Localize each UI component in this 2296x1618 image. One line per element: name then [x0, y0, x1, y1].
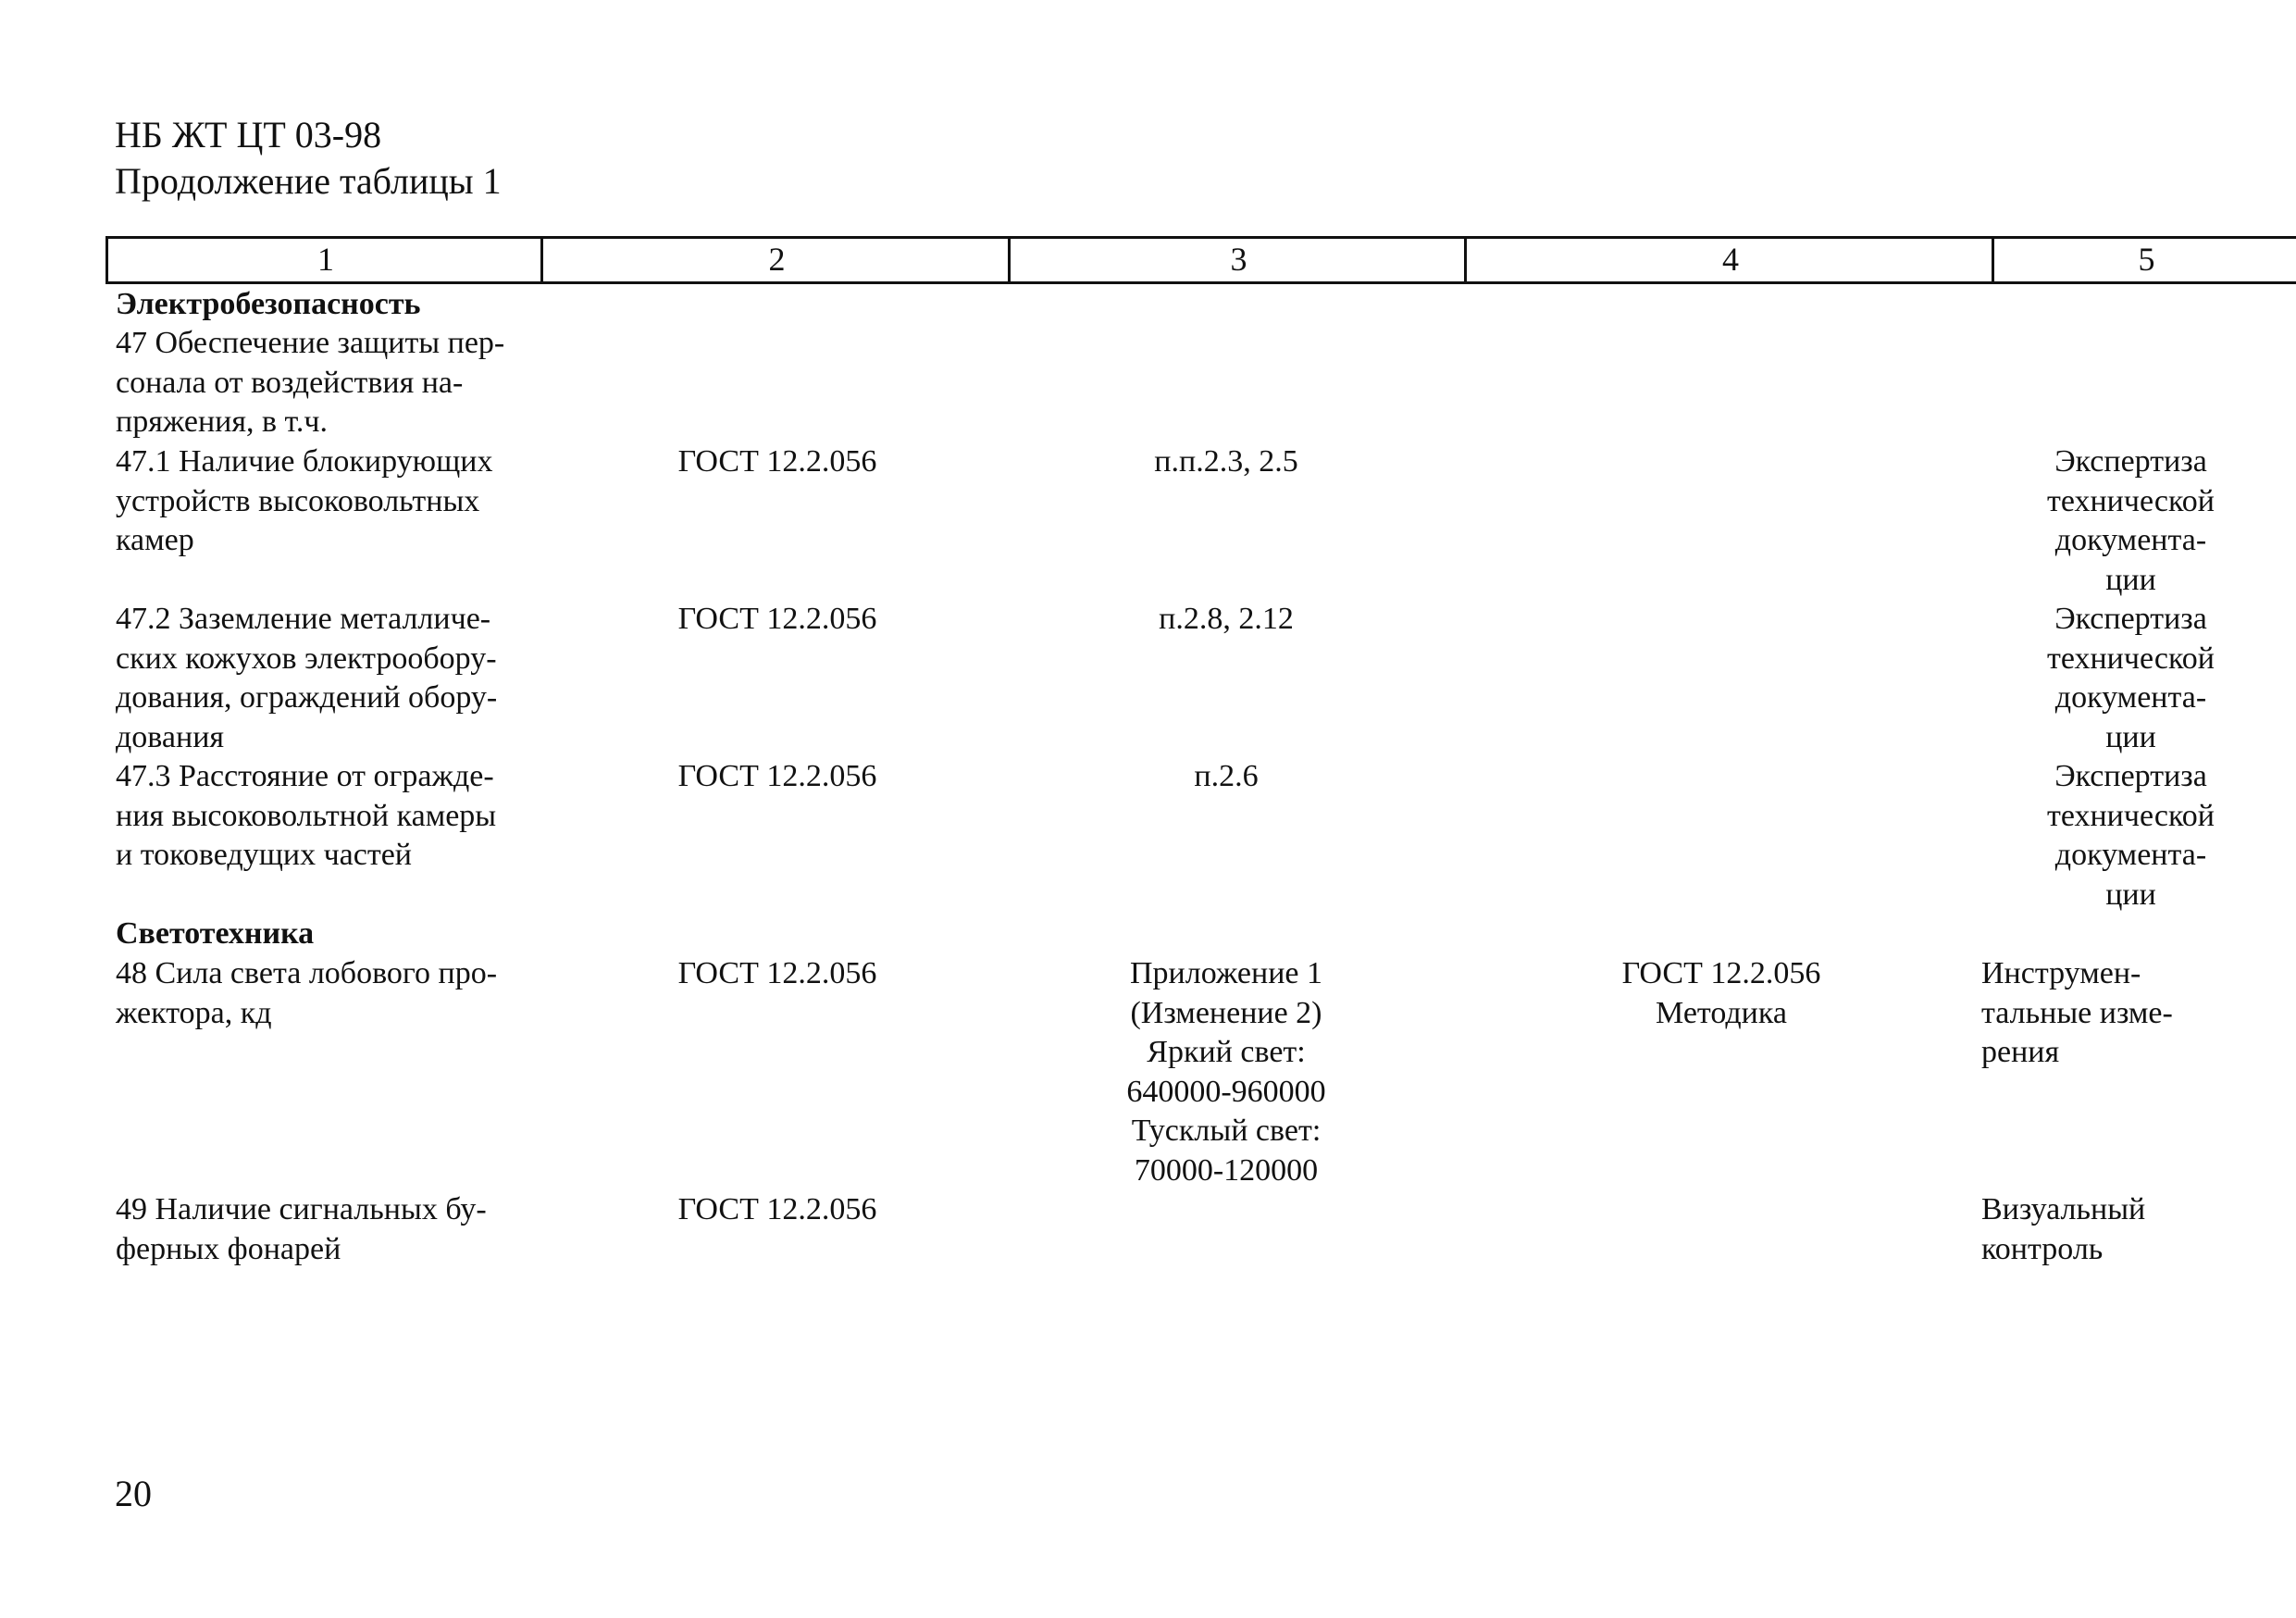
row-47-3-line: ния высоковольтной камеры: [116, 798, 497, 833]
row-47-2-method-line: технической: [2046, 641, 2215, 676]
row-47-1-line: устройств высоковольтных: [116, 483, 480, 518]
row-49-description: [116, 1190, 541, 1269]
column-number-5: 5: [1992, 239, 2296, 281]
row-49-standard: ГОСТ 12.2.056: [677, 1192, 877, 1226]
row-47-2-standard: ГОСТ 12.2.056: [677, 602, 877, 636]
row-48-requirement: [1018, 954, 1434, 1190]
row-47-3-method-line: документа-: [2054, 838, 2207, 872]
row-48-line: 48 Сила света лобового про-: [116, 956, 498, 990]
row-47-1-method-line: ции: [2105, 562, 2156, 597]
row-47-2-line: дования, ограждений обору-: [116, 680, 498, 715]
section-heading-lighting: Светотехника: [116, 916, 315, 951]
row-48-requirement-line: Приложение 1: [1130, 956, 1322, 990]
column-number-4: 4: [1464, 239, 1994, 281]
row-47-3-line: 47.3 Расстояние от огражде-: [116, 759, 494, 793]
row-49-method-line: Визуальный: [1981, 1192, 2146, 1226]
document-code: НБ ЖТ ЦТ 03-98: [115, 114, 382, 156]
row-47-line: сонала от воздействия на-: [116, 365, 464, 400]
row-47-3-standard: ГОСТ 12.2.056: [677, 759, 877, 793]
section-heading-electrical: Электробезопасность: [116, 287, 421, 321]
row-48-requirement-line: Тусклый свет:: [1131, 1114, 1322, 1148]
row-47-2-method-line: Экспертиза: [2054, 602, 2207, 636]
row-47-2-description: [116, 600, 541, 757]
row-47-3-method-line: Экспертиза: [2054, 759, 2207, 793]
row-47-3-description: [116, 757, 541, 876]
row-48-method-line: тальные изме-: [1981, 995, 2173, 1030]
row-47-1-method-line: технической: [2046, 483, 2215, 518]
row-47-2-line: 47.2 Заземление металличе-: [116, 602, 491, 636]
row-47-1-line: камер: [116, 523, 194, 557]
row-47-1-method: [1971, 442, 2290, 600]
row-48-method-line: Инструмен-: [1981, 956, 2141, 990]
row-48-line: жектора, кд: [116, 995, 272, 1030]
row-47-2-clause: п.2.8, 2.12: [1159, 602, 1294, 636]
row-47-line: пряжения, в т.ч.: [116, 404, 328, 439]
row-48-method-standard-line: Методика: [1656, 995, 1787, 1030]
row-49-line: 49 Наличие сигнальных бу-: [116, 1192, 487, 1226]
row-47-2-line: ских кожухов электрообору-: [116, 641, 497, 676]
row-48-requirement-line: 640000-960000: [1126, 1074, 1326, 1109]
row-48-requirement-line: Яркий свет:: [1147, 1035, 1306, 1069]
row-47-2-method-line: ции: [2105, 719, 2156, 754]
row-47-2-method-line: документа-: [2054, 680, 2207, 715]
row-47-1-standard: ГОСТ 12.2.056: [677, 444, 877, 479]
row-47-3-method-line: ции: [2105, 877, 2156, 912]
row-47-3-clause: п.2.6: [1194, 759, 1259, 793]
row-47-2-method: [1971, 600, 2290, 757]
row-47-3-method-line: технической: [2046, 798, 2215, 833]
row-48-description: [116, 954, 541, 1033]
row-47-3-line: и токоведущих частей: [116, 838, 412, 872]
row-49-line: ферных фонарей: [116, 1231, 341, 1266]
row-47-1-description: [116, 442, 541, 561]
row-48-requirement-line: (Изменение 2): [1130, 995, 1322, 1030]
row-48-method-standard: [1499, 954, 1943, 1033]
page-number: 20: [115, 1473, 152, 1514]
row-48-standard: ГОСТ 12.2.056: [677, 956, 877, 990]
row-47-1-clause: п.п.2.3, 2.5: [1154, 444, 1298, 479]
row-47-line: 47 Обеспечение защиты пер-: [116, 326, 505, 360]
row-49-method-line: контроль: [1981, 1231, 2104, 1266]
row-47-2-line: дования: [116, 719, 225, 754]
row-47-1-method-line: Экспертиза: [2054, 444, 2207, 479]
row-48-requirement-line: 70000-120000: [1134, 1152, 1319, 1188]
table-continuation-title: Продолжение таблицы 1: [115, 160, 502, 202]
table-header-row: [105, 236, 2296, 284]
row-48-method-standard-line: ГОСТ 12.2.056: [1621, 956, 1821, 990]
row-49-method: [1981, 1190, 2296, 1269]
row-47-1-line: 47.1 Наличие блокирующих: [116, 444, 493, 479]
row-47-1-method-line: документа-: [2054, 523, 2207, 557]
column-number-3: 3: [1008, 239, 1467, 281]
row-48-method: [1981, 954, 2296, 1073]
row-47-description: [116, 324, 541, 442]
column-number-2: 2: [540, 239, 1011, 281]
row-48-method-line: рения: [1981, 1035, 2060, 1069]
column-number-1: 1: [105, 239, 543, 281]
row-47-3-method: [1971, 757, 2290, 915]
